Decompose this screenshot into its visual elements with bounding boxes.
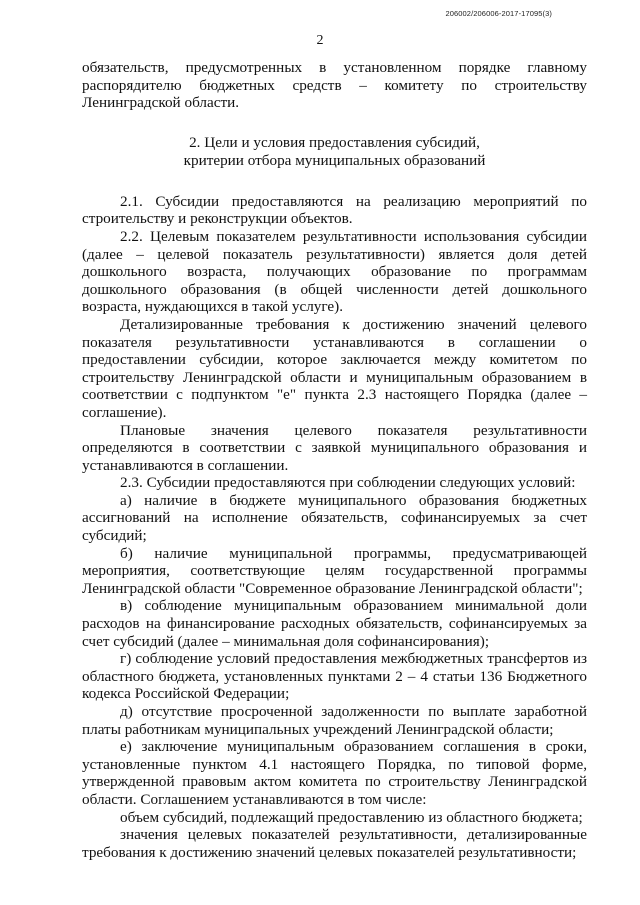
agreement-item-subsidy-volume: объем субсидий, подлежащий предоставлению из областного бюджета;	[120, 808, 583, 826]
condition-e: е) заключение муниципальным образованием соглашения в сроки, установленные пунктом 4.1 настоящего Порядка, по типовой форме, утвержденной правовым актом комитета по строительству Ленинградской области. Соглашением устанавливаются в том числе:	[82, 738, 587, 808]
section-title	[82, 134, 587, 171]
agreement-item-target-values: значения целевых показателей результативности, детализированные требования к достижению значений целевых показателей результативности;	[82, 826, 587, 861]
paragraph-planned-values: Плановые значения целевого показателя результативности определяются в соответствии с заявкой муниципального образования и устанавливаются в соглашении.	[82, 421, 587, 474]
page-number: 2	[316, 33, 324, 48]
condition-a: а) наличие в бюджете муниципального образования бюджетных ассигнований на исполнение обязательств, софинансируемых за счет субсидий;	[82, 491, 587, 545]
paragraph-2-3: 2.3. Субсидии предоставляются при соблюдении следующих условий:	[120, 474, 576, 492]
section-title-line-2: критерии отбора муниципальных образований	[183, 152, 486, 170]
condition-b: б) наличие муниципальной программы, предусматривающей мероприятия, соответствующие целям государственной программы Ленинградской области "Современное образование Ленинградской области";	[82, 544, 587, 597]
condition-g: г) соблюдение условий предоставления межбюджетных трансфертов из областного бюджета, установленных пунктами 2 – 4 статьи 136 Бюджетного кодекса Российской Федерации;	[82, 650, 587, 703]
document-body	[82, 59, 587, 861]
paragraph-detailed-requirements: Детализированные требования к достижению значений целевого показателя результативности устанавливаются в соглашении о предоставлении субсидии, которое заключается между комитетом по строительству Ленинградской области и муниципальным образованием в соответствии с подпунктом "е" пункта 2.3 настоящего Порядка (далее – соглашение).	[82, 315, 587, 421]
condition-d: д) отсутствие просроченной задолженности по выплате заработной платы работникам муниципальных учреждений Ленинградской области;	[82, 703, 587, 738]
section-title-line-1: 2. Цели и условия предоставления субсидий,	[189, 133, 480, 151]
document-id: 206002/206006-2017-17095(3)	[445, 9, 552, 18]
continuation-paragraph: обязательств, предусмотренных в установленном порядке главному распорядителю бюджетных средств – комитету по строительству Ленинградской области.	[82, 59, 587, 112]
paragraph-2-2: 2.2. Целевым показателем результативности использования субсидии (далее – целевой показатель результативности) является доля детей дошкольного возраста, получающих образование по программам дошкольного образования (в общей численности детей дошкольного возраста, нуждающихся в такой услуге).	[82, 227, 587, 316]
paragraph-2-1: 2.1. Субсидии предоставляются на реализацию мероприятий по строительству и реконструкции объектов.	[82, 192, 587, 228]
condition-v: в) соблюдение муниципальным образованием минимальной доли расходов на финансирование расходных обязательств, софинансируемых за счет субсидий (далее – минимальная доля софинансирования);	[82, 597, 587, 650]
